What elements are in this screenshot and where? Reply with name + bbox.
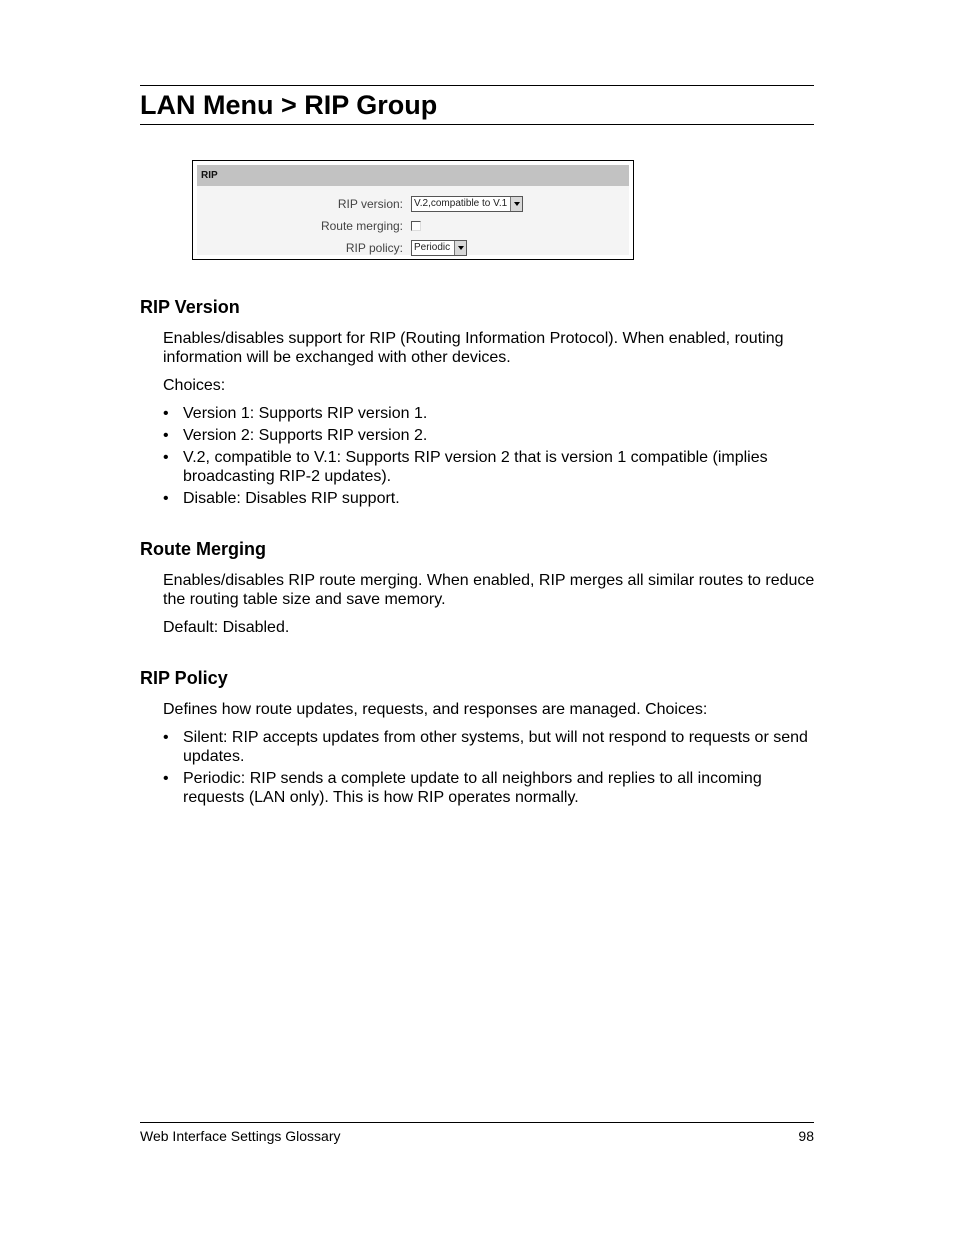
page-title: LAN Menu > RIP Group <box>140 90 438 120</box>
list-item: • Version 2: Supports RIP version 2. <box>163 426 823 445</box>
rip-version-choices-label: Choices: <box>163 377 226 394</box>
rip-settings-panel <box>192 160 634 260</box>
route-merging-row <box>197 217 629 235</box>
rip-policy-heading: RIP Policy <box>140 668 228 688</box>
rip-panel-header: RIP <box>197 165 629 186</box>
footer-divider <box>140 1122 814 1123</box>
rip-policy-choices-list <box>163 728 823 810</box>
rip-policy-row <box>197 239 629 257</box>
route-merging-description: Enables/disables RIP route merging. When enabled, RIP merges all similar routes to reduce the routing table size and save memory. <box>163 572 815 608</box>
rip-version-label: RIP version: <box>337 197 403 211</box>
rip-policy-select[interactable] <box>411 240 467 256</box>
rip-settings-inner <box>197 165 629 255</box>
rip-version-choices-list <box>163 404 823 511</box>
route-merging-heading: Route Merging <box>140 539 266 559</box>
chevron-down-icon[interactable] <box>454 241 466 255</box>
rip-policy-description: Defines how route updates, requests, and responses are managed. Choices: <box>163 701 708 718</box>
rip-version-row <box>197 195 629 213</box>
footer-title: Web Interface Settings Glossary <box>140 1128 341 1144</box>
page-number: 98 <box>798 1128 814 1144</box>
list-item: • V.2, compatible to V.1: Supports RIP version 2 that is version 1 compatible (implies broadcasting RIP-2 updates). <box>163 448 823 486</box>
list-item: • Silent: RIP accepts updates from other systems, but will not respond to requests or send updates. <box>163 728 823 766</box>
list-item: • Disable: Disables RIP support. <box>163 489 823 508</box>
rip-version-value: V.2,compatible to V.1 <box>414 198 508 209</box>
rip-version-heading: RIP Version <box>140 297 240 317</box>
route-merging-default: Default: Disabled. <box>163 619 290 636</box>
list-item: • Periodic: RIP sends a complete update to all neighbors and replies to all incoming requests (LAN only). This is how RIP operates normally. <box>163 769 823 807</box>
chevron-down-icon[interactable] <box>510 197 522 211</box>
route-merging-label: Route merging: <box>320 219 403 233</box>
rip-version-description: Enables/disables support for RIP (Routing Information Protocol). When enabled, routing information will be exchanged with other devices. <box>163 330 784 366</box>
list-item: • Version 1: Supports RIP version 1. <box>163 404 823 423</box>
page-title-bar <box>140 85 814 125</box>
rip-version-control <box>411 195 523 212</box>
route-merging-checkbox[interactable] <box>411 221 421 231</box>
route-merging-control <box>411 217 421 234</box>
rip-policy-value: Periodic <box>414 242 451 253</box>
rip-policy-control <box>411 239 467 256</box>
rip-policy-label: RIP policy: <box>345 241 403 255</box>
rip-version-select[interactable] <box>411 196 523 212</box>
